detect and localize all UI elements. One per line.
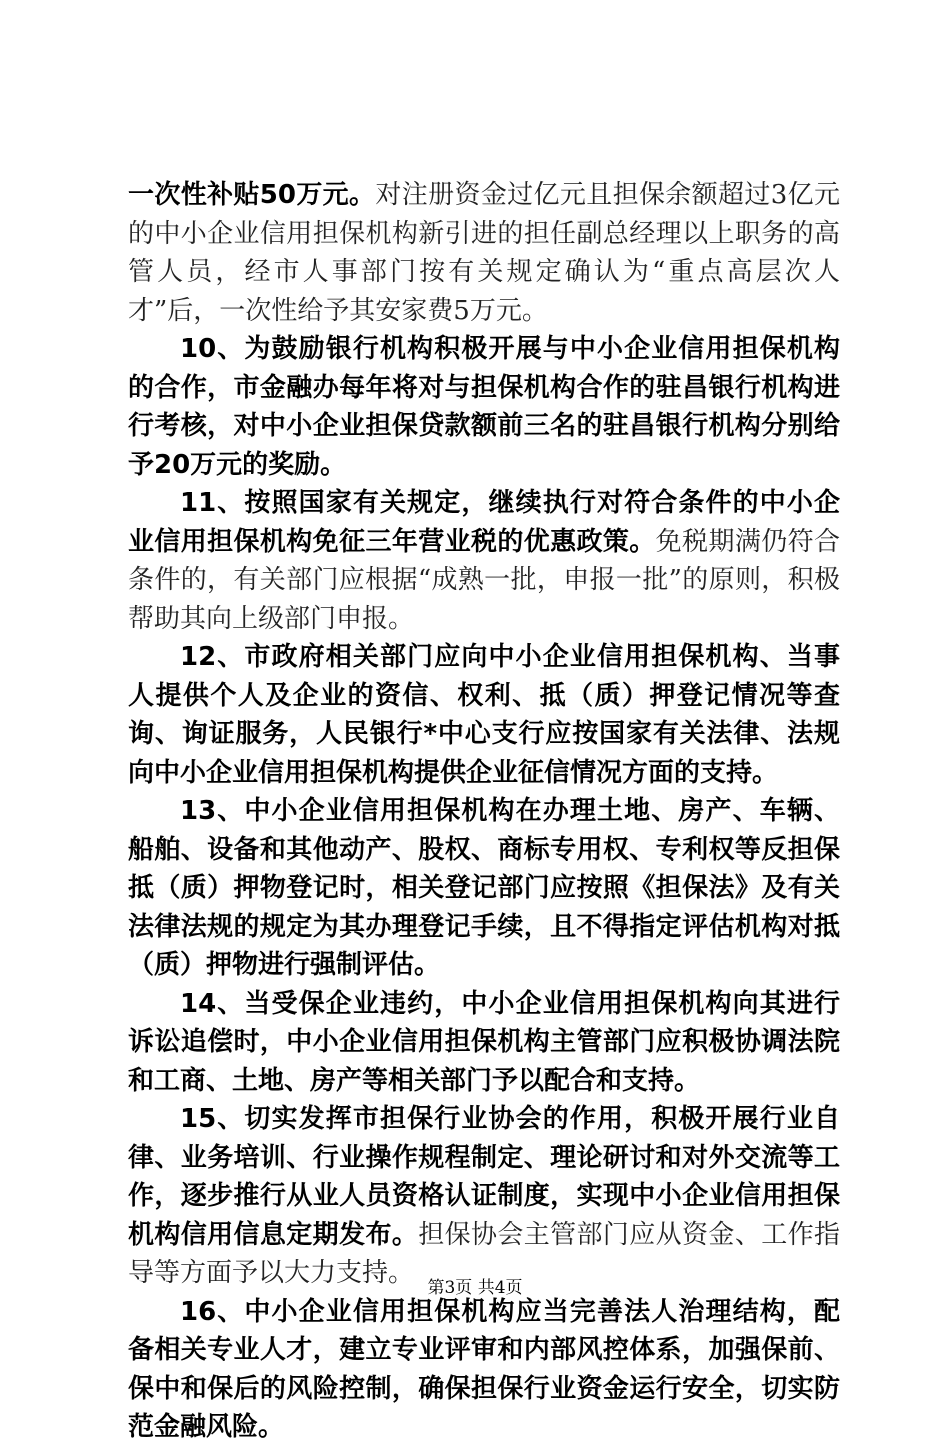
paragraph-p-11 bbox=[128, 484, 840, 638]
text-run: 担保协会主管部门应从资金、工作指导等方面予以大力支持。 bbox=[128, 1219, 840, 1288]
paragraph-p-12 bbox=[128, 638, 840, 792]
paragraph-p-15 bbox=[128, 1100, 840, 1293]
paragraph-p-16 bbox=[128, 1293, 840, 1447]
paragraph-p-cont bbox=[128, 176, 840, 330]
paragraph-p-10 bbox=[128, 330, 840, 484]
page-footer: 第3页 共4页 bbox=[427, 1278, 523, 1298]
text-run: 11、按照国家有关规定，继续执行对符合条件的中小企业信用担保机构免征三年营业税的优惠政策。 bbox=[128, 488, 840, 557]
text-run: 14、当受保企业违约，中小企业信用担保机构向其进行诉讼追偿时，中小企业信用担保机构主管部门应积极协调法院和工商、土地、房产等相关部门予以配合和支持。 bbox=[128, 988, 840, 1096]
text-run: 10、为鼓励银行机构积极开展与中小企业信用担保机构的合作，市金融办每年将对与担保机构合作的驻昌银行机构进行考核，对中小企业担保贷款额前三名的驻昌银行机构分别给予20万元的奖励。 bbox=[128, 334, 840, 480]
text-run: 13、中小企业信用担保机构在办理土地、房产、车辆、船舶、设备和其他动产、股权、商标专用权、专利权等反担保抵（质）押物登记时，相关登记部门应按照《担保法》及有关法律法规的规定为其办理登记手续，且不得指定评估机构对抵（质）押物进行强制评估。 bbox=[128, 796, 840, 980]
paragraph-p-14 bbox=[128, 985, 840, 1101]
text-run: 对注册资金过亿元且担保余额超过3亿元的中小企业信用担保机构新引进的担任副总经理以上职务的高管人员，经市人事部门按有关规定确认为“重点高层次人才”后，一次性给予其安家费5万元。 bbox=[128, 180, 840, 326]
text-run: 12、市政府相关部门应向中小企业信用担保机构、当事人提供个人及企业的资信、权利、抵（质）押登记情况等查询、询证服务，人民银行*中心支行应按国家有关法律、法规向中小企业信用担保机构提供企业征信情况方面的支持。 bbox=[128, 642, 840, 788]
document-body bbox=[128, 176, 840, 1447]
text-run: 一次性补贴50万元。 bbox=[128, 180, 376, 210]
paragraph-p-13 bbox=[128, 792, 840, 985]
text-run: 16、中小企业信用担保机构应当完善法人治理结构，配备相关专业人才，建立专业评审和内部风控体系，加强保前、保中和保后的风险控制，确保担保行业资金运行安全，切实防范金融风险。 bbox=[128, 1296, 840, 1442]
text-run: 免税期满仍符合条件的，有关部门应根据“成熟一批，申报一批”的原则，积极帮助其向上级部门申报。 bbox=[128, 526, 840, 634]
text-run: 15、切实发挥市担保行业协会的作用，积极开展行业自律、业务培训、行业操作规程制定、理论研讨和对外交流等工作，逐步推行从业人员资格认证制度，实现中小企业信用担保机构信用信息定期发布。 bbox=[128, 1104, 840, 1250]
